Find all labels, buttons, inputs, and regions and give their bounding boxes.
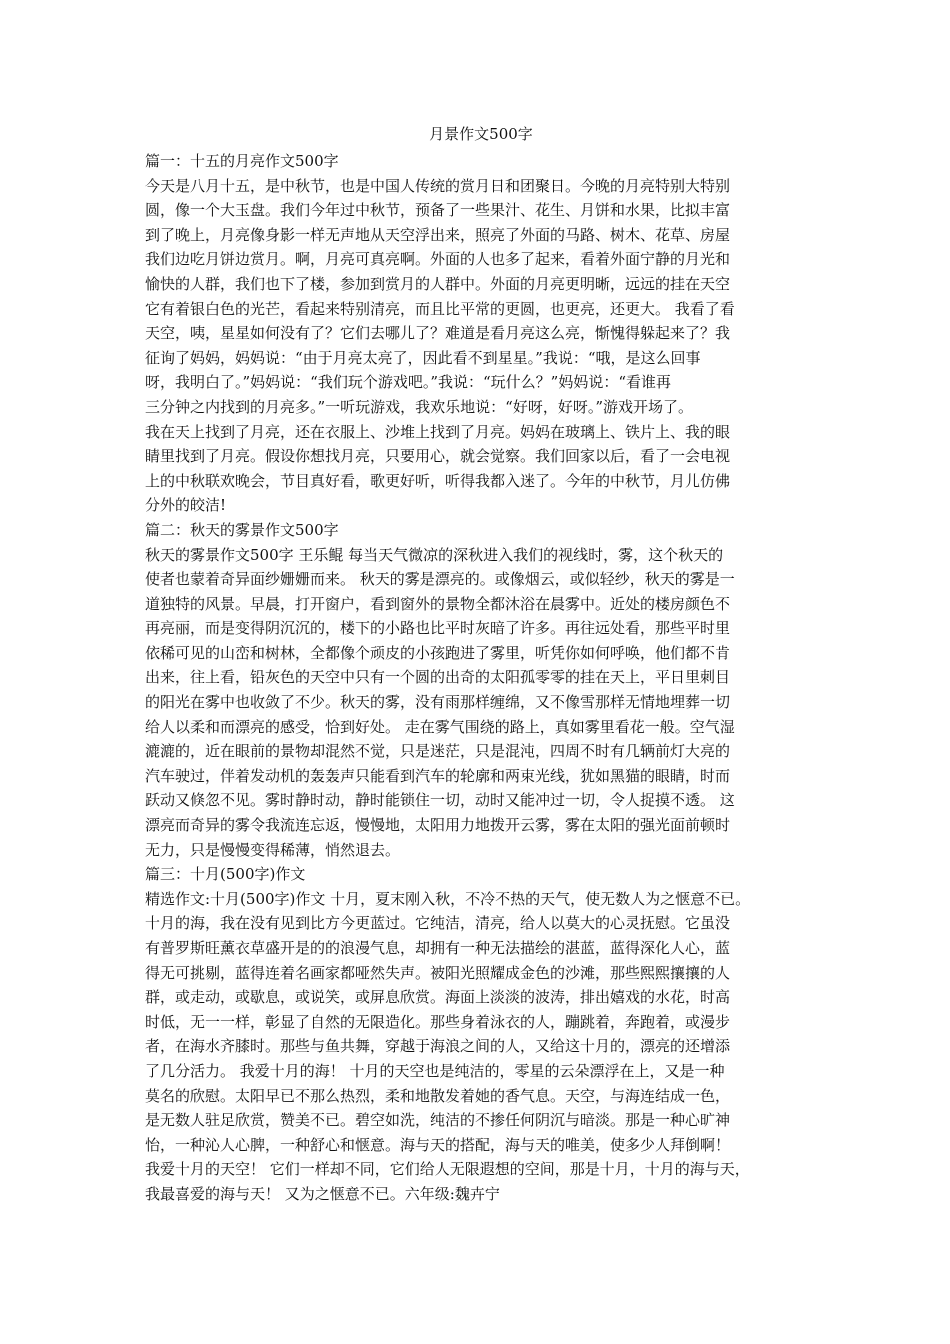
document-body [145,149,817,1207]
text-line: 时低，无一一样，彰显了自然的无限造化。那些身着泳衣的人，蹦跳着，奔跑着，或漫步 [145,1012,731,1031]
text-line: 呀，我明白了。”妈妈说：“我们玩个游戏吧。”我说：“玩什么？”妈妈说：“看谁再 [145,373,672,392]
text-line: 我爱十月的天空！ 它们一样却不同，它们给人无限遐想的空间，那是十月，十月的海与天， [145,1160,750,1179]
text-line: 是无数人驻足欣赏，赞美不已。碧空如洗，纯洁的不掺任何阴沉与暗淡。那是一种心旷神 [145,1111,731,1130]
text-line: 它有着银白色的光芒，看起来特别清亮，而且比平常的更圆，也更亮，还更大。 我看了看 [145,299,735,318]
text-line: 莫名的欣慰。太阳早已不那么热烈，柔和地散发着她的香气息。天空，与海连结成一色， [145,1086,731,1105]
text-line: 漉漉的，近在眼前的景物却混然不觉，只是迷茫，只是混沌，四周不时有几辆前灯大亮的 [145,742,731,761]
text-line: 三分钟之内找到的月亮多。”一听玩游戏，我欢乐地说：“好呀，好呀。”游戏开场了。 [145,397,694,416]
text-line: 跃动又倏忽不见。雾时静时动，静时能锁住一切，动时又能冲过一切，令人捉摸不透。 这 [145,791,735,810]
text-line: 愉快的人群，我们也下了楼，参加到赏月的人群中。外面的月亮更明晰，远远的挂在天空 [145,274,731,293]
text-line: 我最喜爱的海与天！ 又为之惬意不已。六年级:魏卉宁 [145,1184,500,1203]
text-line: 分外的皎洁! [145,496,227,515]
text-line: 今天是八月十五，是中秋节，也是中国人传统的赏月日和团聚日。今晚的月亮特别大特别 [145,176,731,195]
text-line: 无力，只是慢慢变得稀薄，悄然退去。 [145,840,401,859]
text-line: 了几分活力。 我爱十月的海！ 十月的天空也是纯洁的，零星的云朵漂浮在上，又是一种 [145,1061,725,1080]
text-line: 依稀可见的山峦和树林，全都像个顽皮的小孩跑进了雾里，听凭你如何呼唤，他们都不肯 [145,643,731,662]
section-heading: 篇三：十月(500字)作文 [145,865,306,884]
text-line: 道独特的风景。早晨，打开窗户，看到窗外的景物全都沐浴在晨雾中。近处的楼房颜色不 [145,594,731,613]
text-line: 秋天的雾景作文500字 王乐鲲 每当天气微凉的深秋进入我们的视线时，雾，这个秋天的 [145,545,724,564]
text-line: 使者也蒙着奇异面纱姗姗而来。 秋天的雾是漂亮的。或像烟云，或似轻纱，秋天的雾是一 [145,570,735,589]
text-line: 有普罗斯旺薰衣草盛开是的的浪漫气息，却拥有一种无法描绘的湛蓝，蓝得深化人心，蓝 [145,939,731,957]
text-line: 上的中秋联欢晚会，节目真好看，歌更好听，听得我都入迷了。今年的中秋节，月儿仿佛 [145,471,731,490]
text-line: 我在天上找到了月亮，还在衣服上、沙堆上找到了月亮。妈妈在玻璃上、铁片上、我的眼 [145,422,731,441]
text-line: 天空，咦，星星如何没有了？它们去哪儿了？难道是看月亮这么亮，惭愧得躲起来了？我 [145,324,731,343]
text-line: 群，或走动，或歇息，或说笑，或屏息欣赏。海面上淡淡的波涛，排出嬉戏的水花，时高 [145,988,731,1007]
text-line: 的阳光在雾中也收敛了不少。秋天的雾，没有雨那样缠绵，又不像雪那样无情地埋葬一切 [145,693,731,712]
text-line: 者，在海水齐膝时。那些与鱼共舞，穿越于海浪之间的人，又给这十月的，漂亮的还增添 [145,1037,731,1056]
document-page [145,122,817,1207]
text-line: 漂亮而奇异的雾令我流连忘返，慢慢地，太阳用力地拨开云雾，雾在太阳的强光面前顿时 [145,816,731,835]
section-heading: 篇一：十五的月亮作文500字 [145,152,339,170]
text-line: 得无可挑剔，蓝得连着名画家都哑然失声。被阳光照耀成金色的沙滩，那些熙熙攘攘的人 [145,963,731,982]
text-line: 再亮丽，而是变得阴沉沉的，楼下的小路也比平时灰暗了许多。再往远处看，那些平时里 [145,619,731,638]
text-line: 汽车驶过，伴着发动机的轰轰声只能看到汽车的轮廓和两束光线，犹如黑猫的眼睛，时而 [145,766,731,785]
text-line: 征询了妈妈，妈妈说：“由于月亮太亮了，因此看不到星星。”我说：“哦，是这么回事 [145,348,701,367]
text-line: 十月的海，我在没有见到比方今更蓝过。它纯洁，清亮，给人以莫大的心灵抚慰。它虽没 [145,914,731,933]
text-line: 到了晚上，月亮像身影一样无声地从天空浮出来，照亮了外面的马路、树木、花草、房屋 [145,225,731,244]
text-line: 我们边吃月饼边赏月。啊，月亮可真亮啊。外面的人也多了起来，看着外面宁静的月光和 [145,250,731,269]
text-line: 给人以柔和而漂亮的感受，恰到好处。 走在雾气围绕的路上，真如雾里看花一般。空气湿 [145,717,735,736]
text-line: 出来，往上看，铅灰色的天空中只有一个圆的出奇的太阳孤零零的挂在天上，平日里刺目 [145,668,731,687]
text-line: 睛里找到了月亮。假设你想找月亮，只要用心，就会觉察。我们回家以后，看了一会电视 [145,447,731,466]
text-line: 怡，一种沁人心脾，一种舒心和惬意。海与天的搭配，海与天的唯美，使多少人拜倒啊！ [145,1135,731,1154]
section-heading: 篇二：秋天的雾景作文500字 [145,520,339,539]
document-title: 月景作文500字 [429,125,533,143]
text-line: 精选作文:十月(500字)作文 十月，夏末刚入秋，不冷不热的天气，使无数人为之惬意不已。 [145,889,751,908]
text-line: 圆，像一个大玉盘。我们今年过中秋节，预备了一些果汁、花生、月饼和水果，比拟丰富 [145,201,731,220]
